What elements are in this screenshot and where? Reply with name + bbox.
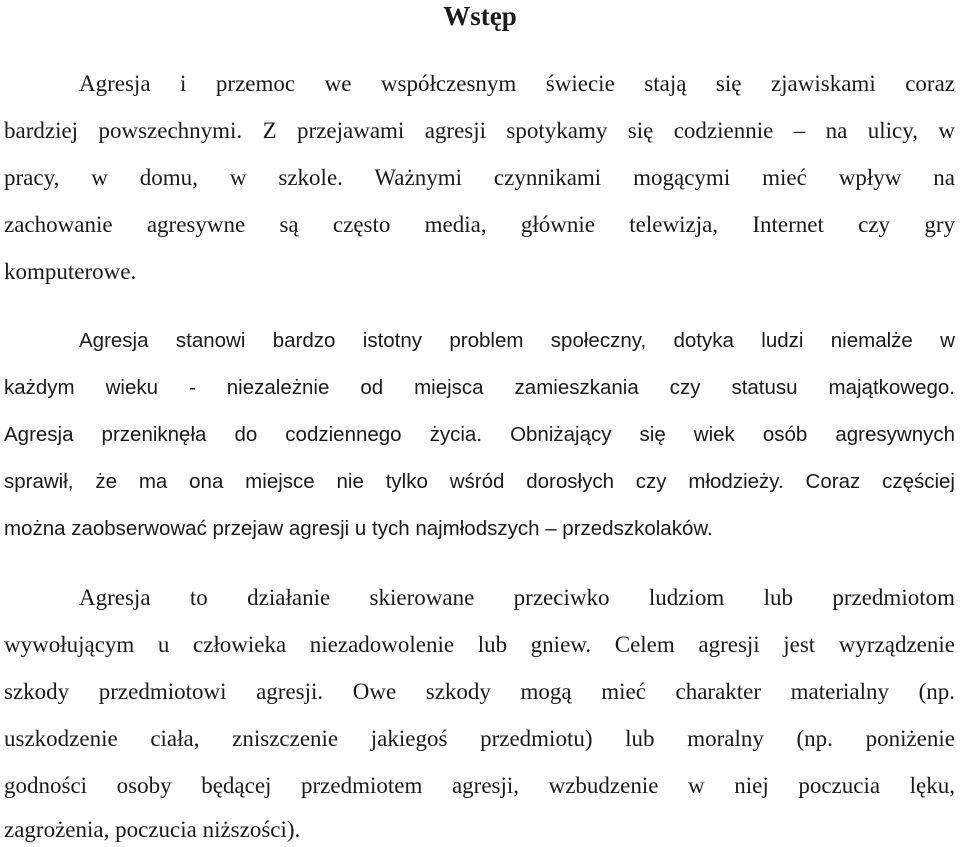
- paragraph-line: szkody przedmiotowi agresji. Owe szkody mogą mieć charakter materialny (np.: [4, 679, 955, 704]
- paragraph-line: Agresja i przemoc we współczesnym świecie stają się zjawiskami coraz: [79, 71, 955, 96]
- paragraph-line: godności osoby będącej przedmiotem agresji, wzbudzenie w niej poczucia lęku,: [4, 773, 955, 798]
- paragraph-line: sprawił, że ma ona miejsce nie tylko wśród dorosłych czy młodzieży. Coraz częściej: [4, 470, 955, 493]
- paragraph-line: można zaobserwować przejaw agresji u tych najmłodszych – przedszkolaków.: [4, 517, 713, 540]
- paragraph-line: Agresja przeniknęła do codziennego życia. Obniżający się wiek osób agresywnych: [4, 423, 955, 446]
- paragraph-line: uszkodzenie ciała, zniszczenie jakiegoś przedmiotu) lub moralny (np. poniżenie: [4, 726, 955, 751]
- paragraph-line: komputerowe.: [4, 259, 137, 284]
- paragraph-line: Agresja to działanie skierowane przeciwko ludziom lub przedmiotom: [79, 585, 955, 610]
- paragraph-line: Agresja stanowi bardzo istotny problem społeczny, dotyka ludzi niemalże w: [79, 329, 955, 352]
- paragraph-line: zachowanie agresywne są często media, głównie telewizja, Internet czy gry: [4, 212, 955, 237]
- paragraph-line: wywołującym u człowieka niezadowolenie lub gniew. Celem agresji jest wyrządzenie: [4, 632, 955, 657]
- paragraph-line: każdym wieku - niezależnie od miejsca zamieszkania czy statusu majątkowego.: [4, 376, 955, 399]
- paragraph-line: zagrożenia, poczucia niższości).: [4, 817, 301, 842]
- paragraph-line: pracy, w domu, w szkole. Ważnymi czynnikami mogącymi mieć wpływ na: [4, 165, 955, 190]
- paragraph-line: bardziej powszechnymi. Z przejawami agresji spotykamy się codziennie – na ulicy, w: [4, 118, 955, 143]
- page-title: Wstęp: [443, 1, 517, 31]
